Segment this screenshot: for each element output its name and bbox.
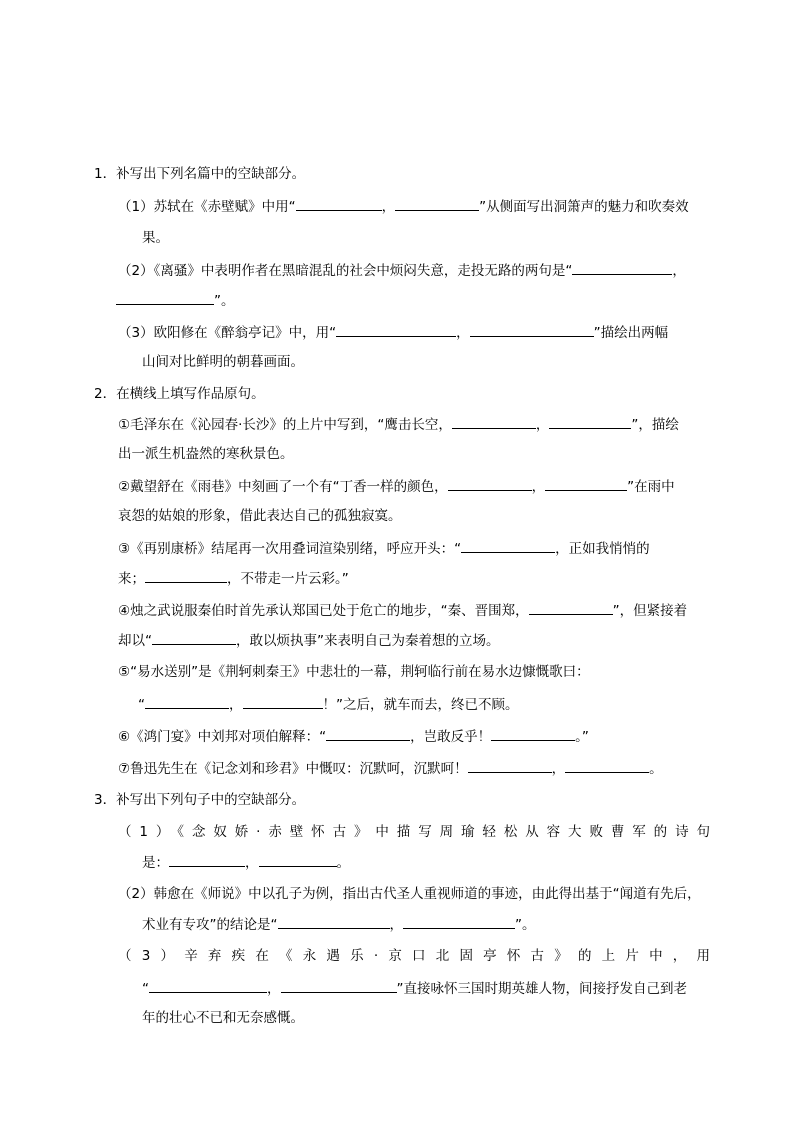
- q2-item-5-line-2: [138, 694, 519, 715]
- text: ”，但紧接着: [612, 603, 688, 619]
- text: ，正如我悄悄的: [555, 541, 650, 557]
- answer-blank[interactable]: [452, 414, 536, 429]
- q2-item-1-line-2: [118, 444, 294, 464]
- text: ，: [535, 417, 550, 433]
- answer-blank[interactable]: [296, 196, 382, 211]
- text: 哀怨的姑娘的形象，借此表达自己的孤独寂寞。: [118, 508, 402, 524]
- text: ”。: [515, 917, 536, 933]
- answer-blank[interactable]: [326, 726, 410, 741]
- text: ，: [551, 761, 566, 777]
- answer-blank[interactable]: [116, 290, 214, 305]
- text: ”描绘出两幅: [593, 325, 669, 341]
- text: 。: [649, 761, 663, 777]
- text: 。: [336, 855, 350, 871]
- answer-blank[interactable]: [152, 630, 236, 645]
- text: ③《再别康桥》结尾再一次用叠词渲染别绪，呼应开头：“: [118, 541, 462, 557]
- q1-item-1-line-1: [118, 196, 689, 217]
- q2-item-6-line-1: [118, 726, 589, 747]
- text: ，: [381, 199, 396, 215]
- answer-blank[interactable]: [491, 726, 575, 741]
- q3-item-2-line-1: [118, 884, 701, 904]
- text: ，不带走一片云彩。”: [227, 571, 349, 587]
- q3-item-2-line-2: [142, 914, 536, 935]
- answer-blank[interactable]: [470, 322, 594, 337]
- heading-text: 3．补写出下列句子中的空缺部分。: [94, 792, 306, 808]
- text: ，: [531, 479, 546, 495]
- text: 果。: [142, 230, 169, 246]
- text: 年的壮心不已和无奈感慨。: [142, 1010, 304, 1026]
- answer-blank[interactable]: [395, 196, 479, 211]
- text: 来；: [118, 571, 145, 587]
- answer-blank[interactable]: [461, 538, 555, 553]
- answer-blank[interactable]: [565, 758, 649, 773]
- text: （1）《念奴娇·赤壁怀古》中描写周瑜轻松从容大败曹军的诗句: [118, 824, 710, 840]
- text: 是：: [142, 855, 169, 871]
- q3-item-1-line-2: [142, 852, 350, 873]
- text: ，: [245, 855, 259, 871]
- q3-item-1-line-1: [118, 822, 710, 842]
- text: ⑥《鸿门宴》中刘邦对项伯解释：“: [118, 729, 327, 745]
- text: 却以“: [118, 633, 152, 649]
- heading-text: 2．在横线上填写作品原句。: [94, 386, 265, 402]
- text: ，: [456, 325, 470, 341]
- heading-text: 1．补写出下列名篇中的空缺部分。: [94, 166, 306, 182]
- q2-item-5-line-1: [118, 662, 590, 682]
- text: ！”之后，就车而去，终已不顾。: [322, 697, 519, 713]
- answer-blank[interactable]: [336, 322, 456, 337]
- question-3-heading: [94, 790, 305, 810]
- q2-item-7-line-1: [118, 758, 663, 779]
- text: （2）韩愈在《师说》中以孔子为例，指出古代圣人重视师道的事迹，由此得出基于“闻道有先后，: [118, 886, 701, 902]
- q1-item-3-line-1: [118, 322, 668, 343]
- answer-blank[interactable]: [572, 260, 672, 275]
- q1-item-1-line-2: [142, 228, 169, 248]
- q3-item-3-line-3: [142, 1008, 304, 1028]
- text: “: [138, 697, 145, 713]
- answer-blank[interactable]: [145, 694, 229, 709]
- text: ②戴望舒在《雨巷》中刻画了一个有“丁香一样的颜色，: [118, 479, 448, 495]
- answer-blank[interactable]: [281, 978, 397, 993]
- text: （3）欧阳修在《醉翁亭记》中，用“: [118, 325, 337, 341]
- answer-blank[interactable]: [468, 758, 552, 773]
- text: 术业有专攻”的结论是“: [142, 917, 278, 933]
- answer-blank[interactable]: [259, 852, 337, 867]
- q2-item-4-line-2: [118, 630, 500, 651]
- text: 出一派生机盎然的寒秋景色。: [118, 446, 294, 462]
- question-2-heading: [94, 384, 265, 404]
- text: 。”: [575, 729, 589, 745]
- text: ，: [267, 981, 281, 997]
- answer-blank[interactable]: [243, 694, 323, 709]
- text: ”在雨中: [627, 479, 675, 495]
- answer-blank[interactable]: [145, 568, 227, 583]
- answer-blank[interactable]: [278, 914, 390, 929]
- text: ④烛之武说服秦伯时首先承认郑国已处于危亡的地步，“秦、晋围郑，: [118, 603, 529, 619]
- text: （1）苏轼在《赤壁赋》中用“: [118, 199, 296, 215]
- q2-item-3-line-2: [118, 568, 349, 589]
- text: ”，描绘: [631, 417, 679, 433]
- q2-item-1-line-1: [118, 414, 679, 435]
- q2-item-3-line-1: [118, 538, 650, 559]
- q3-item-3-line-2: [142, 978, 687, 999]
- text: ⑦鲁迅先生在《记念刘和珍君》中慨叹：沉默呵，沉默呵！: [118, 761, 468, 777]
- q1-item-2-line-2: [116, 290, 235, 311]
- q2-item-2-line-2: [118, 506, 402, 526]
- text: ”从侧面写出洞箫声的魅力和吹奏效: [479, 199, 689, 215]
- answer-blank[interactable]: [149, 978, 267, 993]
- answer-blank[interactable]: [545, 476, 627, 491]
- q3-item-3-line-1: [118, 946, 710, 966]
- q2-item-2-line-1: [118, 476, 675, 497]
- answer-blank[interactable]: [549, 414, 631, 429]
- q1-item-3-line-2: [142, 352, 304, 372]
- text: （2）《离骚》中表明作者在黑暗混乱的社会中烦闷失意，走投无路的两句是“: [118, 263, 573, 279]
- text: 山间对比鲜明的朝暮画面。: [142, 354, 304, 370]
- text: ⑤“易水送别”是《荆轲刺秦王》中悲壮的一幕，荆轲临行前在易水边慷慨歌曰：: [118, 664, 590, 680]
- text: ①毛泽东在《沁园春·长沙》的上片中写到，“鹰击长空，: [118, 417, 452, 433]
- answer-blank[interactable]: [448, 476, 532, 491]
- answer-blank[interactable]: [169, 852, 245, 867]
- answer-blank[interactable]: [403, 914, 515, 929]
- text: ，: [389, 917, 403, 933]
- text: ，: [672, 263, 686, 279]
- text: ，: [229, 697, 243, 713]
- text: “: [142, 981, 149, 997]
- q2-item-4-line-1: [118, 600, 687, 621]
- question-1-heading: [94, 164, 305, 184]
- answer-blank[interactable]: [529, 600, 613, 615]
- text: ”直接咏怀三国时期英雄人物，间接抒发自己到老: [396, 981, 687, 997]
- text: （3）辛弃疾在《永遇乐·京口北固亭怀古》的上片中，用: [118, 948, 710, 964]
- q1-item-2-line-1: [118, 260, 686, 281]
- text: ，敢以烦执事”来表明自己为秦着想的立场。: [236, 633, 500, 649]
- text: ”。: [214, 293, 235, 309]
- text: ，岂敢反乎！: [410, 729, 492, 745]
